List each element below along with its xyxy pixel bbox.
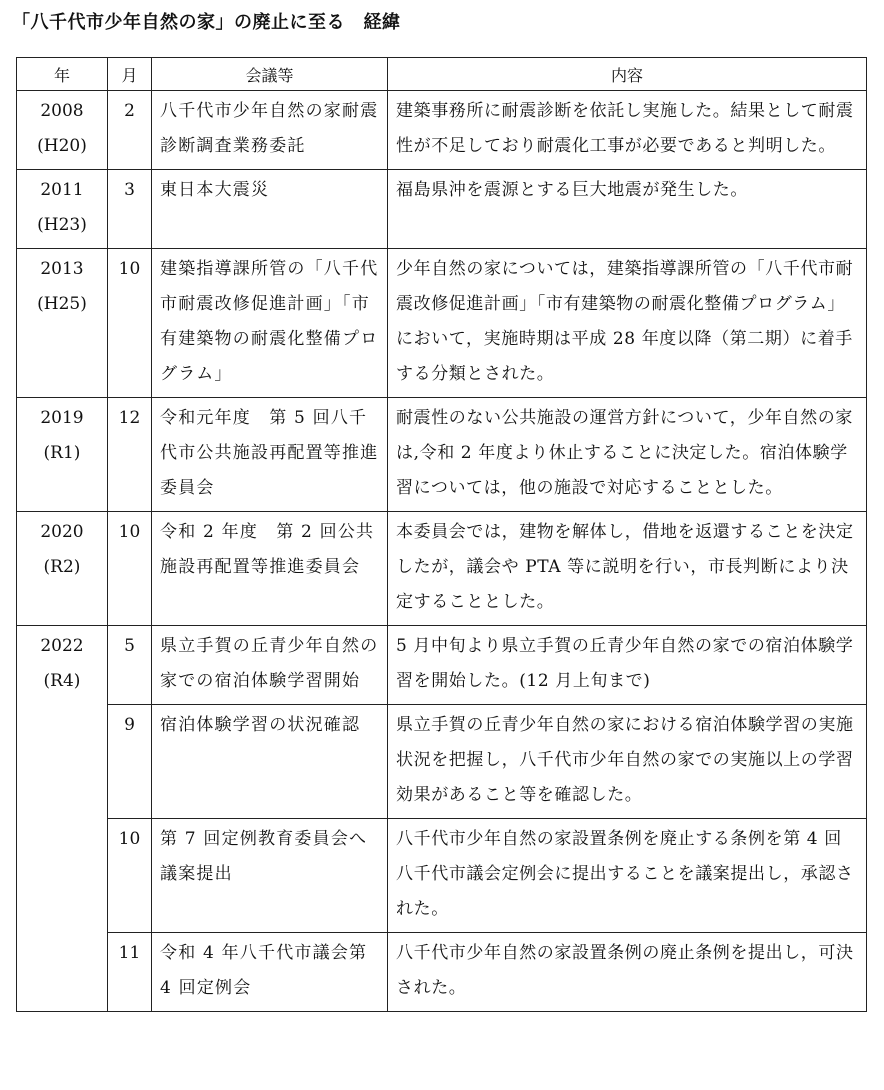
table-row — [17, 249, 867, 398]
meeting-cell: 令和 2 年度 第 2 回公共施設再配置等推進委員会 — [152, 512, 388, 626]
header-year: 年 — [17, 58, 108, 91]
year-cell — [17, 512, 108, 626]
month-cell: 9 — [108, 705, 152, 819]
month-cell: 10 — [108, 819, 152, 933]
content-cell: 耐震性のない公共施設の運営方針について，少年自然の家は,令和 2 年度より休止することに決定した。宿泊体験学習については，他の施設で対応することとした。 — [388, 398, 867, 512]
era-value: (H20) — [37, 136, 87, 156]
month-cell: 11 — [108, 933, 152, 1012]
header-row — [17, 58, 867, 91]
page-title: 「八千代市少年自然の家」の廃止に至る 経緯 — [12, 12, 401, 33]
table-row — [17, 512, 867, 626]
header-content: 内容 — [388, 58, 867, 91]
month-cell: 5 — [108, 626, 152, 705]
era-value: (R1) — [43, 443, 81, 463]
year-value: 2008 — [40, 101, 84, 121]
meeting-cell: 第 7 回定例教育委員会へ議案提出 — [152, 819, 388, 933]
content-cell: 建築事務所に耐震診断を依託し実施した。結果として耐震性が不足しており耐震化工事が必要であると判明した。 — [388, 91, 867, 170]
meeting-cell: 県立手賀の丘青少年自然の家での宿泊体験学習開始 — [152, 626, 388, 705]
content-cell: 八千代市少年自然の家設置条例を廃止する条例を第 4 回八千代市議会定例会に提出することを議案提出し，承認された。 — [388, 819, 867, 933]
year-value: 2020 — [40, 522, 84, 542]
year-value: 2022 — [40, 636, 84, 656]
meeting-cell: 宿泊体験学習の状況確認 — [152, 705, 388, 819]
year-value: 2013 — [40, 259, 84, 279]
era-value: (H25) — [37, 294, 87, 314]
month-cell: 10 — [108, 512, 152, 626]
month-cell: 3 — [108, 170, 152, 249]
year-value: 2011 — [40, 180, 84, 200]
meeting-cell: 八千代市少年自然の家耐震診断調査業務委託 — [152, 91, 388, 170]
year-cell — [17, 170, 108, 249]
year-cell — [17, 398, 108, 512]
header-month: 月 — [108, 58, 152, 91]
content-cell: 福島県沖を震源とする巨大地震が発生した。 — [388, 170, 867, 249]
era-value: (R2) — [43, 557, 81, 577]
table-row — [17, 819, 867, 933]
history-table — [16, 57, 867, 1012]
table-row — [17, 398, 867, 512]
table-row — [17, 705, 867, 819]
year-cell — [17, 626, 108, 1012]
table-row — [17, 933, 867, 1012]
year-value: 2019 — [40, 408, 84, 428]
content-cell: 5 月中旬より県立手賀の丘青少年自然の家での宿泊体験学習を開始した。(12 月上旬まで) — [388, 626, 867, 705]
year-cell — [17, 249, 108, 398]
meeting-cell: 令和 4 年八千代市議会第 4 回定例会 — [152, 933, 388, 1012]
content-cell: 本委員会では，建物を解体し，借地を返還することを決定したが，議会や PTA 等に説明を行い，市長判断により決定することとした。 — [388, 512, 867, 626]
month-cell: 2 — [108, 91, 152, 170]
era-value: (H23) — [37, 215, 87, 235]
meeting-cell: 令和元年度 第 5 回八千代市公共施設再配置等推進委員会 — [152, 398, 388, 512]
meeting-cell: 建築指導課所管の「八千代市耐震改修促進計画」「市有建築物の耐震化整備プログラム」 — [152, 249, 388, 398]
meeting-cell: 東日本大震災 — [152, 170, 388, 249]
content-cell: 少年自然の家については，建築指導課所管の「八千代市耐震改修促進計画」「市有建築物の耐震化整備プログラム」において，実施時期は平成 28 年度以降（第二期）に着手する分類とされた。 — [388, 249, 867, 398]
month-cell: 12 — [108, 398, 152, 512]
month-cell: 10 — [108, 249, 152, 398]
content-cell: 県立手賀の丘青少年自然の家における宿泊体験学習の実施状況を把握し，八千代市少年自然の家での実施以上の学習効果があること等を確認した。 — [388, 705, 867, 819]
table-row — [17, 170, 867, 249]
year-cell — [17, 91, 108, 170]
era-value: (R4) — [43, 671, 81, 691]
content-cell: 八千代市少年自然の家設置条例の廃止条例を提出し，可決された。 — [388, 933, 867, 1012]
header-meeting: 会議等 — [152, 58, 388, 91]
table-row — [17, 91, 867, 170]
table-row — [17, 626, 867, 705]
